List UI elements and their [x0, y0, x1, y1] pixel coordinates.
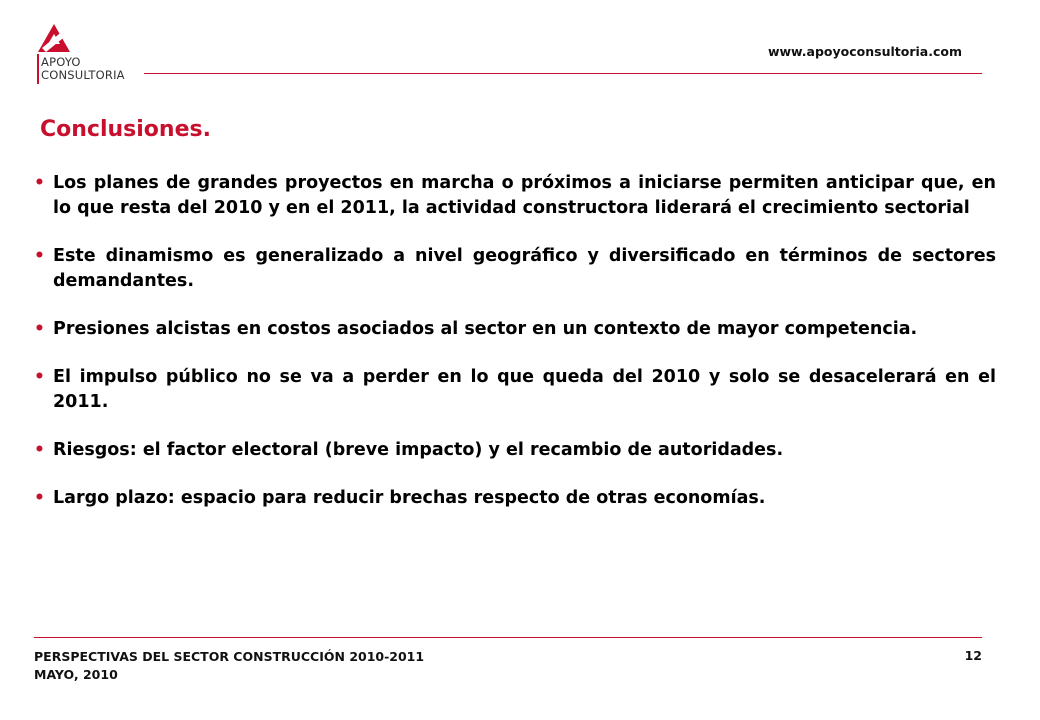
- logo-line-1: APOYO: [41, 55, 81, 69]
- conclusions-list: [34, 171, 996, 534]
- bullet-item: [34, 317, 996, 342]
- bullet-dot-icon: •: [34, 367, 45, 387]
- header-divider: [144, 73, 982, 74]
- apoyo-logo: [34, 22, 144, 92]
- bullet-dot-icon: •: [34, 173, 45, 193]
- logo-text: [41, 56, 125, 82]
- bullet-dot-icon: •: [34, 246, 45, 266]
- logo-bar: [37, 54, 39, 84]
- logo-line-2: CONSULTORIA: [41, 68, 125, 82]
- bullet-text: Presiones alcistas en costos asociados al sector en un contexto de mayor competencia.: [53, 319, 918, 339]
- logo-emblem-icon: [34, 22, 74, 54]
- bullet-dot-icon: •: [34, 440, 45, 460]
- bullet-text: El impulso público no se va a perder en lo que queda del 2010 y solo se desacelerará en el 2011.: [53, 367, 996, 412]
- bullet-text: Los planes de grandes proyectos en marcha o próximos a iniciarse permiten anticipar que, en lo que resta del 2010 y en el 2011, la actividad constructora liderará el crecimiento sectorial: [53, 173, 996, 218]
- bullet-text: Este dinamismo es generalizado a nivel geográfico y diversificado en términos de sectores demandantes.: [53, 246, 996, 291]
- bullet-dot-icon: •: [34, 319, 45, 339]
- bullet-dot-icon: •: [34, 488, 45, 508]
- bullet-item: [34, 171, 996, 221]
- bullet-item: [34, 244, 996, 294]
- footer-divider: [34, 637, 982, 638]
- footer-info: [34, 648, 424, 684]
- website-url: www.apoyoconsultoria.com: [767, 44, 962, 59]
- footer-date: MAYO, 2010: [34, 667, 118, 682]
- bullet-text: Riesgos: el factor electoral (breve impacto) y el recambio de autoridades.: [53, 440, 784, 460]
- slide-title: Conclusiones.: [40, 117, 211, 142]
- bullet-item: [34, 486, 996, 511]
- footer-title: PERSPECTIVAS DEL SECTOR CONSTRUCCIÓN 2010-2011: [34, 649, 425, 664]
- bullet-item: [34, 365, 996, 415]
- bullet-text: Largo plazo: espacio para reducir brechas respecto de otras economías.: [53, 488, 766, 508]
- bullet-item: [34, 438, 996, 463]
- page-number: 12: [964, 648, 982, 663]
